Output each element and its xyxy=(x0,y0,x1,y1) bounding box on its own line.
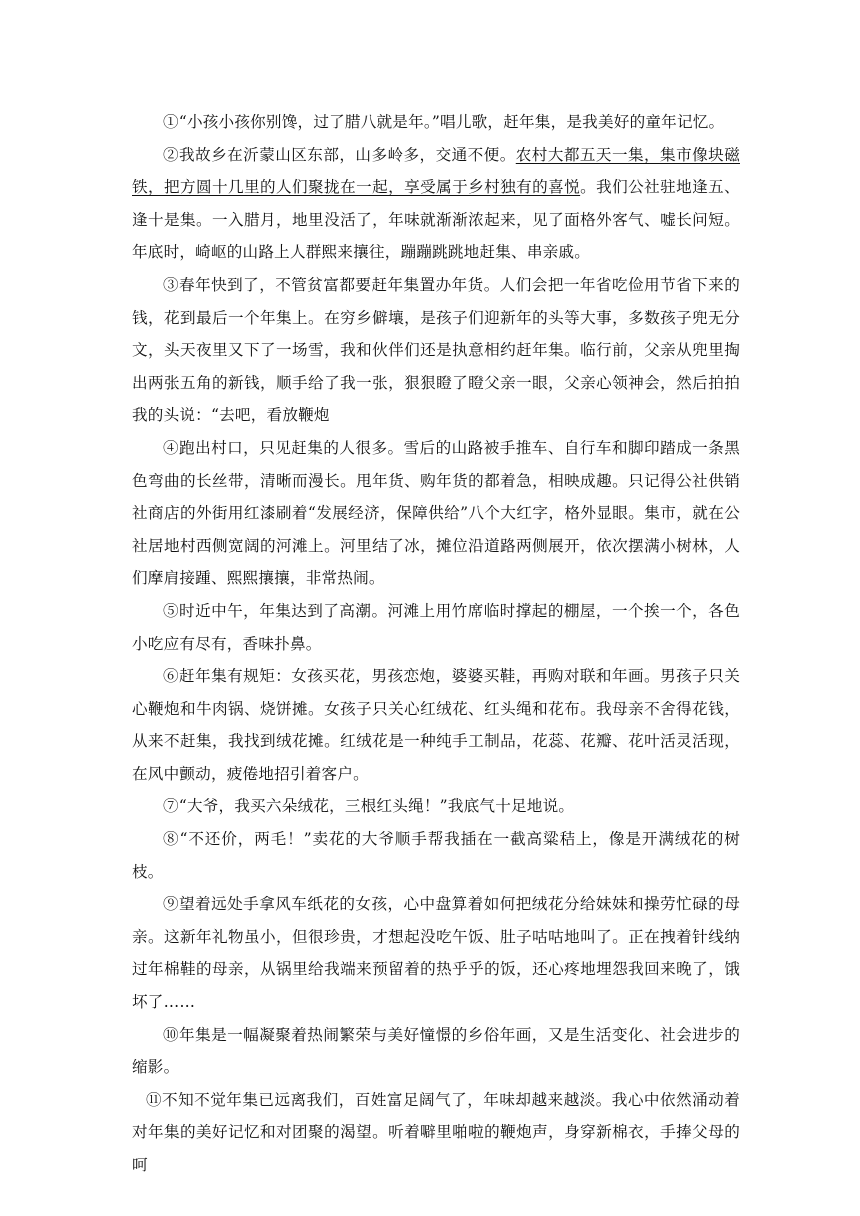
paragraph-1: ①“小孩小孩你别馋，过了腊八就是年。”唱儿歌，赶年集，是我美好的童年记忆。 xyxy=(163,113,725,131)
paragraph-8: ⑧“不还价，两毛！”卖花的大爷顺手帮我插在一截高粱秸上，像是开满绒花的树枝。 xyxy=(132,830,740,881)
paragraph-7: ⑦“大爷，我买六朵绒花，三根红头绳！”我底气十足地说。 xyxy=(163,797,575,816)
paragraph-4: ④跑出村口，只见赶集的人很多。雪后的山路被手推车、自行车和脚印踏成一条黑色弯曲的长丝带，清晰而漫长。甩年货、购年货的都着急，相映成趣。只记得公社供销社商店的外街用红漆刷着“发展经济，保障供给”八个大红字，格外显眼。集市，就在公社居地村西侧宽阔的河滩上。河里结了冰，摊位沿道路两侧展开，依次摆满小树林，人们摩肩接踵、熙熙攘攘，非常热闹。 xyxy=(132,438,740,588)
article-body xyxy=(132,106,740,1182)
paragraph-10: ⑩年集是一幅凝聚着热闹繁荣与美好憧憬的乡俗年画，又是生活变化、社会进步的缩影。 xyxy=(132,1025,740,1077)
paragraph-2-intro: ②我故乡在沂蒙山区东部，山多岭多，交通不便。 xyxy=(163,145,516,164)
paragraph-2 xyxy=(132,139,740,269)
paragraph-5: ⑤时近中午，年集达到了高潮。河滩上用竹席临时撑起的棚屋，一个挨一个，各色小吃应有尽有，香味扑鼻。 xyxy=(132,601,740,653)
paragraph-11: ⑪不知不觉年集已远离我们，百姓富足阔气了，年味却越来越淡。我心中依然涌动着对年集的美好记忆和对团聚的渴望。听着噼里啪啦的鞭炮声，身穿新棉衣，手捧父母的呵 xyxy=(132,1090,740,1174)
paragraph-9: ⑨望着远处手拿风车纸花的女孩，心中盘算着如何把绒花分给妹妹和操劳忙碌的母亲。这新年礼物虽小，但很珍贵，才想起没吃午饭、肚子咕咕地叫了。正在拽着针线纳过年棉鞋的母亲，从锅里给我端来预留着的热乎乎的饭，还心疼地埋怨我回来晚了，饿坏了…… xyxy=(132,895,740,1012)
underlined-sentence: 农村大都五天一集，集市像块磁铁，把方圆十几里的人们聚拢在一起，享受属于乡村独有的喜悦 xyxy=(132,145,740,197)
paragraph-2-rest: 。我们公社驻地逢五、逢十是集。一入腊月，地里没活了，年味就渐渐浓起来，见了面格外客气、嘘长问短。年底时，崎岖的山路上人群熙来攘往，蹦蹦跳跳地赶集、串亲戚。 xyxy=(132,178,740,262)
paragraph-6: ⑥赶年集有规矩：女孩买花，男孩恋炮，婆婆买鞋，再购对联和年画。男孩子只关心鞭炮和牛肉锅、烧饼摊。女孩子只关心红绒花、红头绳和花布。我母亲不舍得花钱，从来不赶集，我找到绒花摊。红绒花是一种纯手工制品，花蕊、花瓣、花叶活灵活现，在风中颤动，疲倦地招引着客户。 xyxy=(132,667,740,783)
paragraph-3: ③春年快到了，不管贫富都要赶年集置办年货。人们会把一年省吃俭用节省下来的钱，花到最后一个年集上。在穷乡僻壤，是孩子们迎新年的头等大事，多数孩子兜无分文，头天夜里又下了一场雪，我和伙伴们还是执意相约赶年集。临行前，父亲从兜里掏出两张五角的新钱，顺手给了我一张，狠狠瞪了瞪父亲一眼，父亲心领神会，然后拍拍我的头说：“去吧，看放鞭炮 xyxy=(132,275,740,425)
